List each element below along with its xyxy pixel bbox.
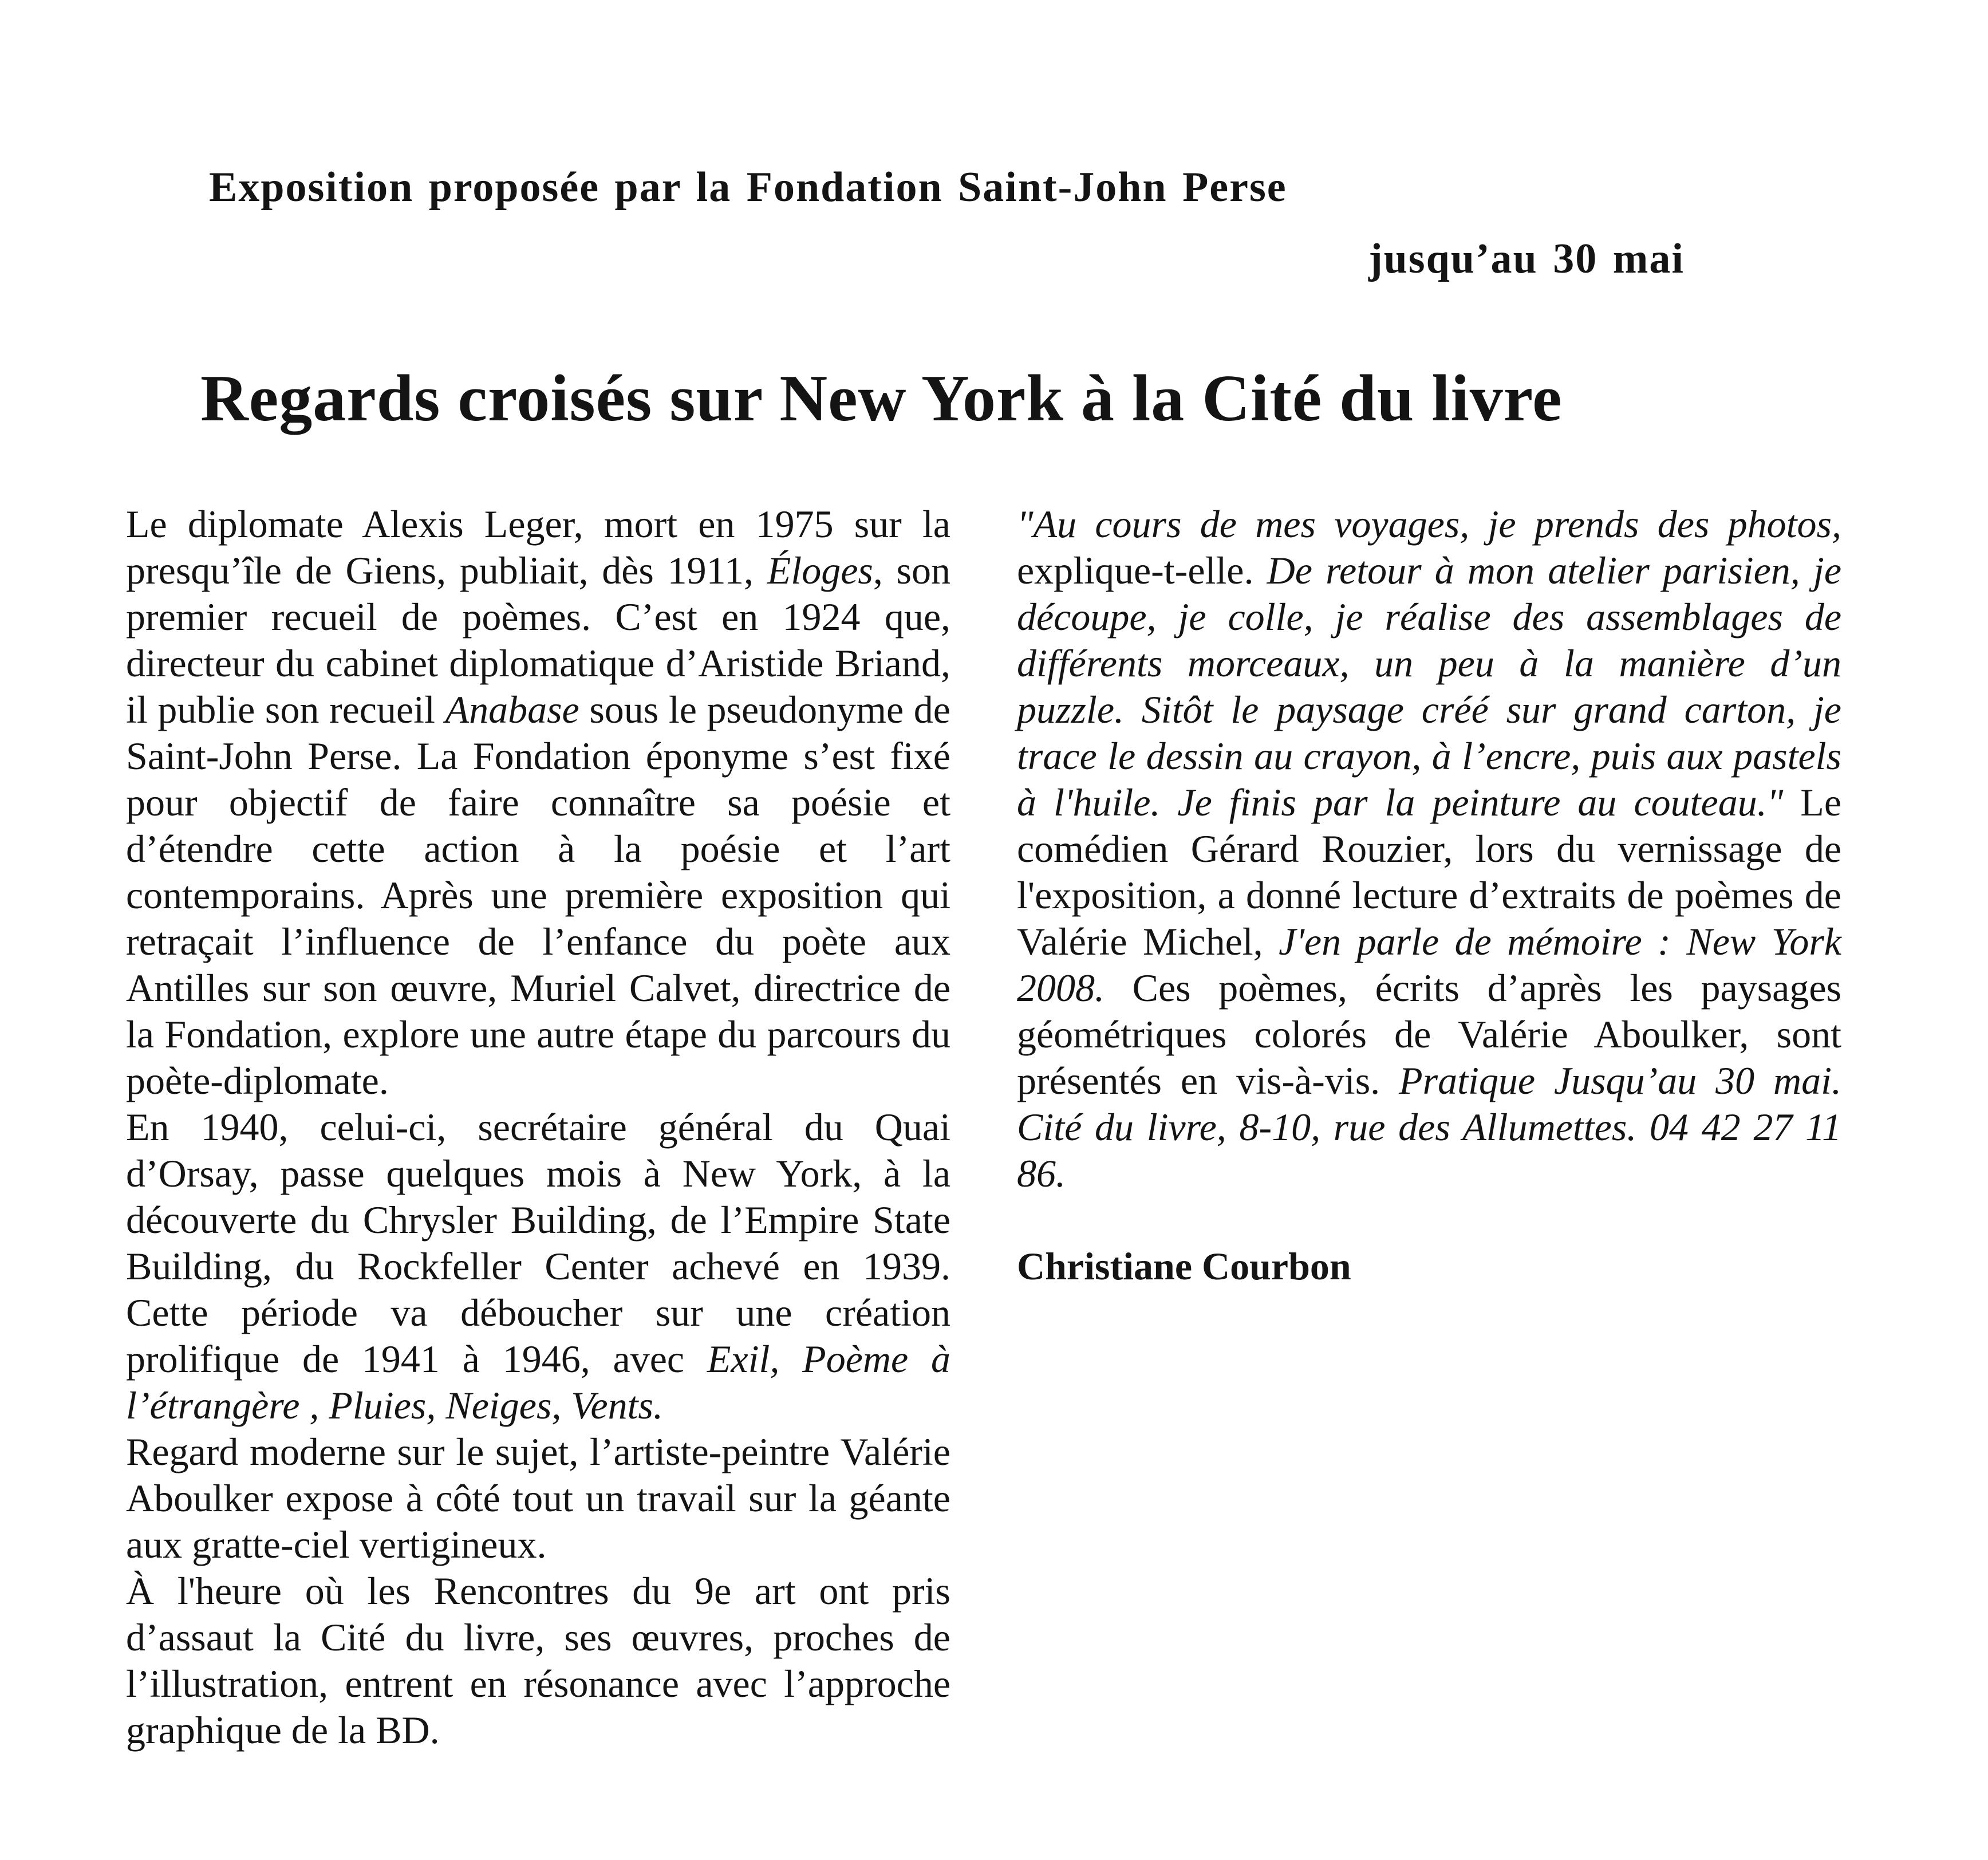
p4-text-d: Ces poèmes, écrits d’après les paysages géométriques colorés de Valérie Aboulker, sont présentés en vis-à-vis. (1017, 966, 1841, 1102)
article-column-left (126, 501, 950, 1753)
title-anabase: Anabase (445, 688, 579, 731)
paragraph-4-continued (1017, 501, 1841, 1197)
exhibition-date: jusqu’au 30 mai (1368, 235, 1685, 282)
paragraph-3: Regard moderne sur le sujet, l’artiste-peintre Valérie Aboulker expose à côté tout un travail sur la géante aux gratte-ciel vertigineux. (126, 1430, 950, 1566)
artist-quote-b: De retour à mon atelier parisien, je découpe, je colle, je réalise des assemblages de différents morceaux, un peu à la manière d’un puzzle. Sitôt le paysage créé sur grand carton, je trace le dessin au crayon, à l’encre, puis aux pastels à l'huile. Je finis par la peinture au couteau." (1017, 549, 1842, 824)
works-list: Exil, Poème à l’étrangère , Pluies, Neiges, Vents. (126, 1337, 950, 1427)
p1-text-a: Le diplomate Alexis Leger, mort en 1975 sur la presqu’île de Giens, publiait, dès 1911, (126, 502, 950, 592)
paragraph-4-start (126, 1568, 950, 1753)
artist-quote-a: "Au cours de mes voyages, je prends des photos, (1017, 502, 1841, 546)
article-column-right (1017, 501, 1841, 1290)
author-signature: Christiane Courbon (1017, 1244, 1351, 1288)
p4-text-a: À l'heure où les Rencontres du 9e art ont pris d’assaut la Cité du livre, ses œuvres, proches de l’illustration, entrent en résonance avec l’approche graphique de la BD. (126, 1569, 950, 1752)
paragraph-2 (126, 1104, 950, 1429)
p4-text-c: Le comédien Gérard Rouzier, lors du vernissage de l'exposition, a donné lecture d’extraits de poèmes de Valérie Michel, (1017, 781, 1841, 963)
title-eloges: Éloges (767, 549, 873, 592)
exhibition-kicker: Exposition proposée par la Fondation Saint-John Perse (209, 164, 1287, 211)
article-headline: Regards croisés sur New York à la Cité du livre (200, 362, 1563, 435)
paragraph-1 (126, 501, 950, 1104)
p4-text-b: explique-t-elle. (1017, 549, 1267, 592)
poem-title: J'en parle de mémoire : New York 2008. (1017, 920, 1841, 1010)
p2-text-a: En 1940, celui-ci, secrétaire général du Quai d’Orsay, passe quelques mois à New York, à la découverte du Chrysler Building, de l’Empire State Building, du Rockfeller Center achevé en 1939. Cette période va déboucher sur une création prolifique de 1941 à 1946, avec (126, 1105, 950, 1381)
p1-text-b: , son premier recueil de poèmes. C’est en 1924 que, directeur du cabinet diplomatique d’Aristide Briand, il publie son recueil (126, 549, 950, 731)
practical-info: Pratique Jusqu’au 30 mai. Cité du livre, 8-10, rue des Allumettes. 04 42 27 11 86. (1017, 1059, 1841, 1195)
p1-text-c: sous le pseudonyme de Saint-John Perse. La Fondation éponyme s’est fixé pour objectif de faire connaître sa poésie et d’étendre cette action à la poésie et l’art contemporains. Après une première exposition qui retraçait l’influence de l’enfance du poète aux Antilles sur son œuvre, Muriel Calvet, directrice de la Fondation, explore une autre étape du parcours du poète-diplomate. (126, 688, 950, 1102)
